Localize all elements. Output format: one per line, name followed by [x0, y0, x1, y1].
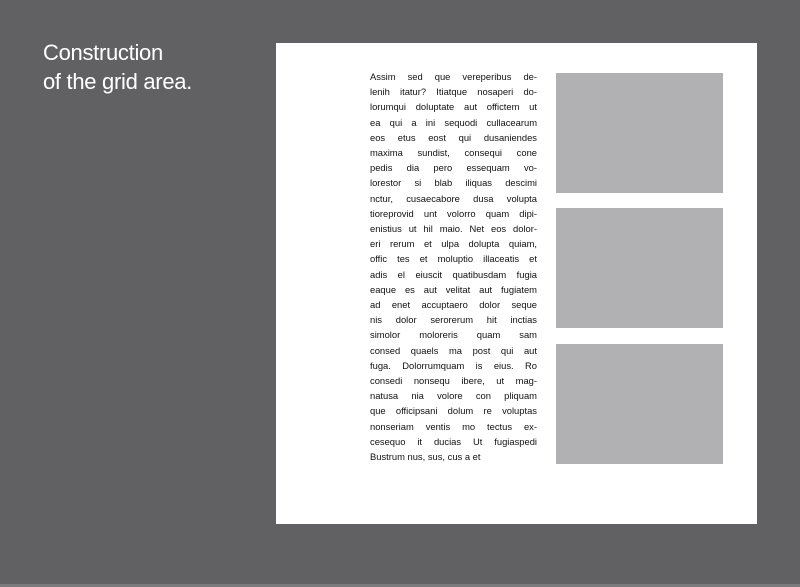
body-text-line: Assim sed que vereperibus de-: [370, 71, 537, 82]
document-page: [276, 43, 757, 524]
body-text-line: ad enet accuptaero dolor seque: [370, 299, 537, 311]
slide-title-line-2: of the grid area.: [43, 69, 192, 94]
body-text-line: offic tes et moluptio illaceatis et: [370, 253, 537, 265]
body-text-line: maxima sundist, consequi cone: [370, 147, 537, 159]
body-text-line: tioreprovid unt volorro quam dipi-: [370, 207, 537, 219]
body-text-line: lorumqui doluptate aut offictem ut: [370, 101, 537, 113]
body-text-line: lenih itatur? Itiatque nosaperi do-: [370, 86, 537, 98]
image-placeholder: [556, 208, 723, 328]
body-text-line: eaque es aut velitat aut fugiatem: [370, 283, 537, 295]
body-text-line: eos etus eost qui dusaniendes: [370, 131, 537, 143]
body-text-line: nonseriam ventis mo tectus ex-: [370, 420, 537, 432]
body-text-line: consedi nonsequ ibere, ut mag-: [370, 375, 537, 387]
image-placeholder: [556, 344, 723, 464]
body-text-line: cesequo it ducias Ut fugiaspedi: [370, 435, 537, 447]
body-text-line: ea qui a ini sequodi cullacearum: [370, 116, 537, 128]
slide-title: [43, 38, 192, 96]
body-text-line: fuga. Dolorrumquam is eius. Ro: [370, 359, 537, 371]
body-text-line: nctur, cusaecabore dusa volupta: [370, 192, 537, 204]
body-text-line: Bustrum nus, sus, cus a et: [370, 451, 481, 463]
body-text-line: eri rerum et ulpa dolupta quiam,: [370, 238, 537, 250]
body-text-line: natusa nia volore con pliquam: [370, 390, 537, 402]
image-placeholder: [556, 73, 723, 193]
body-text-line: enistius ut hil maio. Net eos dolor-: [370, 223, 537, 235]
body-text-line: simolor moloreris quam sam: [370, 329, 537, 341]
body-text-line: pedis dia pero essequam vo-: [370, 162, 537, 174]
body-text-line: nis dolor serorerum hit inctias: [370, 314, 537, 326]
slide-title-line-1: Construction: [43, 40, 163, 65]
body-text-line: que officipsani dolum re voluptas: [370, 405, 537, 417]
body-text-line: adis el eiuscit quatibusdam fugia: [370, 268, 537, 280]
body-text-line: lorestor si blab iliquas descimi: [370, 177, 537, 189]
body-text-column: [370, 69, 537, 464]
body-text-line: consed quaels ma post qui aut: [370, 344, 537, 356]
